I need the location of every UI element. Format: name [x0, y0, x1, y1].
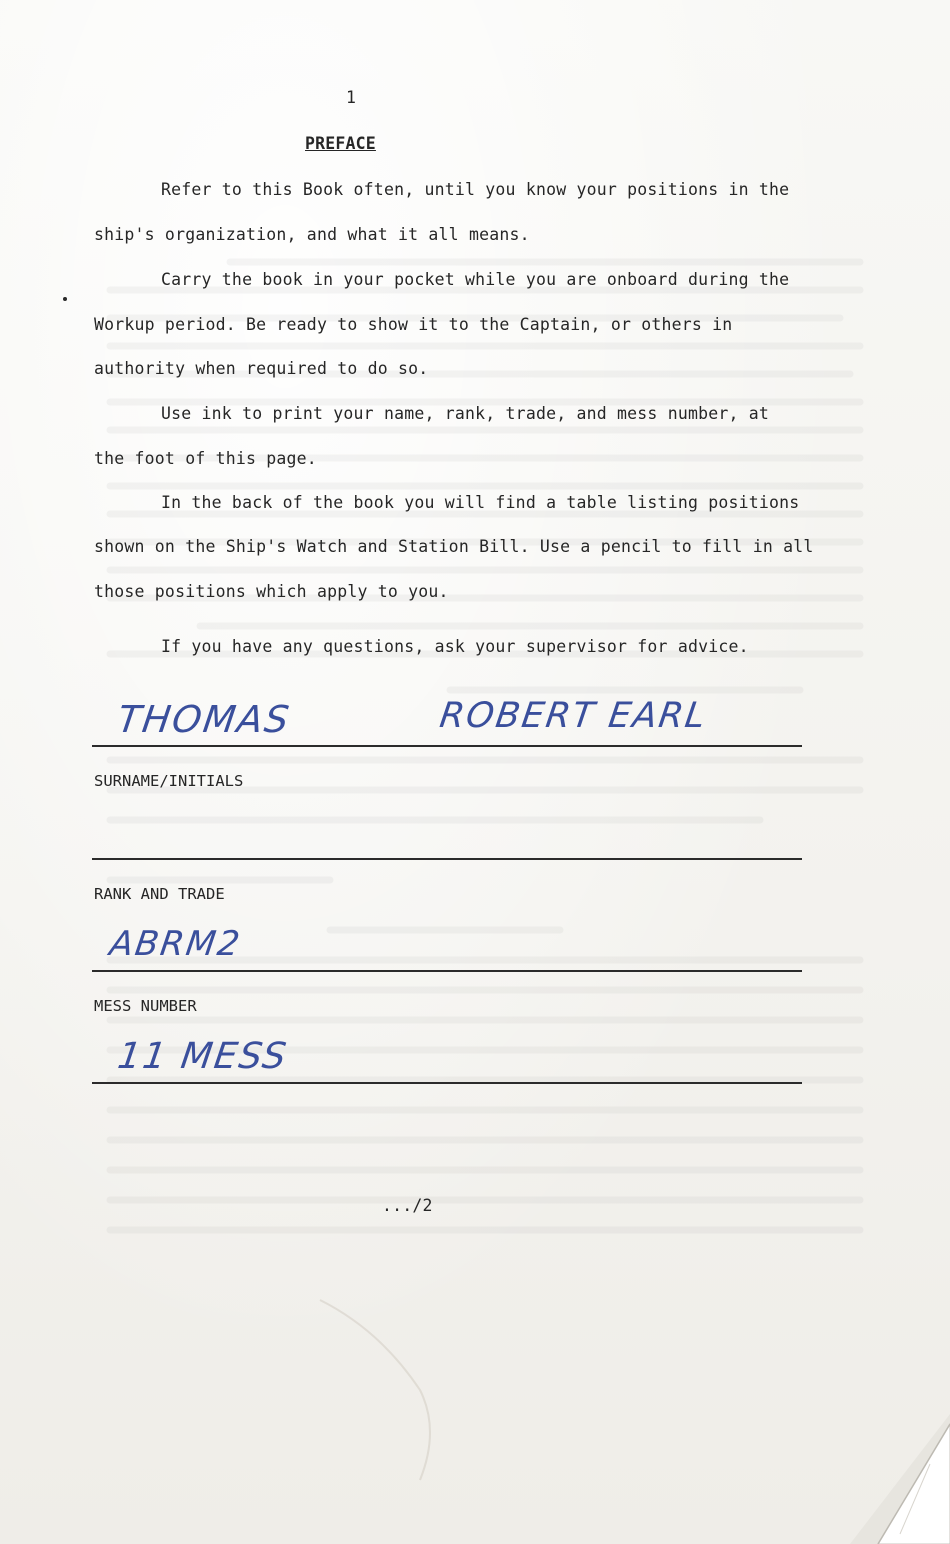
- paragraph-1-line-2: ship's organization, and what it all means.: [94, 225, 530, 244]
- surname-label: SURNAME/INITIALS: [94, 772, 244, 790]
- paragraph-2-line-2: Workup period. Be ready to show it to the Captain, or others in: [94, 315, 733, 334]
- folded-corner: [830, 1414, 950, 1544]
- paragraph-2-line-1: Carry the book in your pocket while you are onboard during the: [161, 270, 790, 289]
- page-number: 1: [346, 88, 357, 107]
- rank-trade-line: [92, 858, 802, 860]
- rank-trade-label: RANK AND TRADE: [94, 885, 225, 903]
- paragraph-4-line-1: In the back of the book you will find a table listing positions: [161, 493, 800, 512]
- paragraph-1-line-1: Refer to this Book often, until you know your positions in the: [161, 180, 790, 199]
- mess-number-handwritten: 11 MESS: [115, 1036, 291, 1077]
- paragraph-2-line-3: authority when required to do so.: [94, 359, 429, 378]
- paragraph-5-line-1: If you have any questions, ask your supervisor for advice.: [161, 637, 749, 656]
- surname-line: [92, 745, 802, 747]
- mess-number-value-line: [92, 1082, 802, 1084]
- continuation-marker: .../2: [382, 1196, 433, 1215]
- paragraph-3-line-2: the foot of this page.: [94, 449, 317, 468]
- page-title: PREFACE: [305, 134, 376, 153]
- initials-handwritten: ROBERT EARL: [437, 696, 710, 736]
- stray-ink-dot: [62, 296, 68, 302]
- rank-trade-handwritten: ABRM2: [107, 924, 244, 964]
- surname-handwritten: THOMAS: [114, 698, 294, 741]
- paragraph-4-line-3: those positions which apply to you.: [94, 582, 449, 601]
- mess-number-label: MESS NUMBER: [94, 997, 197, 1015]
- paragraph-3-line-1: Use ink to print your name, rank, trade, and mess number, at: [161, 404, 770, 423]
- paragraph-4-line-2: shown on the Ship's Watch and Station Bill. Use a pencil to fill in all: [94, 537, 814, 556]
- mess-number-line: [92, 970, 802, 972]
